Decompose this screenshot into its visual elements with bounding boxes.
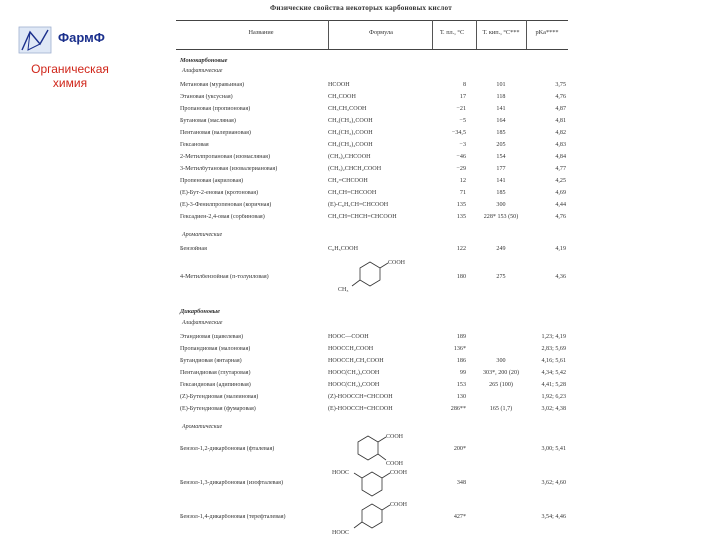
table-cell: (E)-Бут-2-еновая (кротоновая): [180, 190, 259, 196]
table-cell: 4,82: [555, 130, 566, 136]
table-cell: Метановая (муравьиная): [180, 82, 245, 88]
subsection-aliphatic-di: Алифатические: [182, 320, 223, 326]
table-cell: 101: [496, 82, 506, 88]
table-cell: (E)-Бутендиовая (фумаровая): [180, 406, 256, 412]
logo-molecule-icon: [18, 26, 52, 54]
table-cell: 141: [496, 106, 506, 112]
table-cell: 122: [456, 246, 466, 252]
header-divider: [476, 20, 477, 49]
table-header: [176, 20, 568, 50]
table-row: [176, 154, 568, 163]
table-cell: 135: [456, 214, 466, 220]
table-cell: 185: [496, 190, 506, 196]
hooc-label: HOOC: [332, 470, 350, 476]
table-cell: 154: [496, 154, 506, 160]
table-cell: Пентандиовая (глутаровая): [180, 370, 251, 376]
table-cell: 1,23; 4,19: [541, 334, 566, 340]
section-mono: Монокарбоновые: [180, 57, 228, 64]
table-cell: 1,92; 6,23: [541, 394, 566, 400]
table-cell: 4,81: [555, 118, 566, 124]
table-cell: 8: [462, 82, 466, 88]
table-row: [176, 394, 568, 403]
isophthalic-acid-structure: [330, 468, 410, 504]
col-formula: Формула: [369, 29, 393, 36]
cooh-label: COOH: [390, 502, 408, 508]
table-cell: 4,84: [555, 154, 566, 160]
table-row: [176, 106, 568, 115]
table-cell: 177: [496, 166, 506, 172]
table-cell: 135: [456, 202, 466, 208]
table-cell: −34,5: [451, 130, 466, 136]
table-cell: C₆H₅COOH: [328, 246, 358, 252]
table-cell: 4,16; 5,61: [541, 358, 566, 364]
table-cell: HOOCCH₂CH₂COOH: [328, 358, 384, 364]
table-row: [176, 178, 568, 187]
table-cell: (E)-HOOCCH=CHCOOH: [328, 406, 393, 412]
table-cell: 4,19: [555, 246, 566, 252]
col-mp: Т. пл., °С: [439, 29, 465, 36]
table-cell: 3,62; 4,60: [541, 480, 566, 486]
table-cell: Бензол-1,3-дикарбоновая (изофталевая): [180, 480, 284, 486]
header-divider: [526, 20, 527, 49]
cooh-label: COOH: [386, 434, 404, 440]
table-cell: 136*: [453, 346, 466, 352]
table-cell: Гексановая: [180, 142, 209, 148]
subsection-aromatic-di: Ароматические: [182, 424, 223, 430]
table-cell: −3: [459, 142, 466, 148]
table-cell: 180: [456, 274, 466, 280]
table-cell: 348: [456, 480, 466, 486]
table-row: [176, 118, 568, 127]
table-cell: Пентановая (валериановая): [180, 130, 251, 136]
table-cell: Бутандиовая (янтарная): [180, 358, 242, 364]
table-cell: 300: [496, 358, 506, 364]
table-cell: −46: [456, 154, 466, 160]
col-pka: pKa****: [535, 29, 559, 36]
table-cell: Гександиовая (адипиновая): [180, 382, 251, 388]
cooh-label: COOH: [388, 260, 406, 266]
table-cell: (CH₃)₂CHCOOH: [328, 154, 371, 160]
table-cell: Этановая (уксусная): [180, 94, 233, 100]
table-cell: −21: [456, 106, 466, 112]
table-cell: 4,77: [555, 166, 566, 172]
table-cell: 99: [459, 370, 466, 376]
table-cell: Гексадиен-2,4-овая (сорбиновая): [180, 214, 265, 220]
section-di: Дикарбоновые: [180, 308, 220, 315]
table-cell: 4,34; 5,42: [541, 370, 566, 376]
table-cell: −29: [456, 166, 466, 172]
table-cell: 4,76: [555, 94, 566, 100]
table-cell: HOOC—COOH: [328, 334, 369, 340]
table-cell: (Z)-HOOCCH=CHCOOH: [328, 394, 393, 400]
table-cell: 4,69: [555, 190, 566, 196]
table-cell: CH₂=CHCOOH: [328, 178, 368, 184]
table-cell: (Z)-Бутендиовая (малеиновая): [180, 394, 259, 400]
table-cell: Пропеновая (акриловая): [180, 178, 244, 184]
table-cell: 3,54; 4,46: [541, 514, 566, 520]
table-title: Физические свойства некоторых карбоновых кислот: [270, 4, 452, 12]
table-cell: 303*, 200 (20): [482, 370, 520, 376]
table-cell: CH₃CH=CHCOOH: [328, 190, 377, 196]
table-cell: CH₃CH₂COOH: [328, 106, 367, 112]
table-cell: 427*: [453, 514, 466, 520]
subsection-aromatic: Ароматические: [182, 232, 223, 238]
table-cell: 249: [496, 246, 506, 252]
table-cell: HOOCCH₂COOH: [328, 346, 374, 352]
table-cell: Пропандиовая (малоновая): [180, 346, 251, 352]
logo-subtitle: Органическая химия: [31, 62, 109, 90]
table-row: [176, 406, 568, 415]
header-divider: [328, 20, 329, 49]
table-row: [176, 214, 568, 223]
table-row: [176, 142, 568, 151]
table-cell: 2,83; 5,69: [541, 346, 566, 352]
table-cell: 4,44: [555, 202, 566, 208]
table-cell: 4,87: [555, 106, 566, 112]
table-row: [176, 334, 568, 343]
table-cell: CH₃(CH₂)₂COOH: [328, 118, 373, 124]
table-cell: −5: [459, 118, 466, 124]
table-cell: 4,25: [555, 178, 566, 184]
table-row: [176, 82, 568, 91]
table-cell: CH₃COOH: [328, 94, 356, 100]
table-cell: Бензол-1,2-дикарбоновая (фталевая): [180, 446, 275, 452]
table-cell: 286**: [450, 406, 466, 412]
table-cell: Пропановая (пропионовая): [180, 106, 251, 112]
table-cell: 300: [496, 202, 506, 208]
table-cell: 205: [496, 142, 506, 148]
hooc-label: HOOC: [332, 530, 350, 536]
table-cell: CH₃(CH₂)₃COOH: [328, 130, 373, 136]
table-cell: (E)-C₆H₅CH=CHCOOH: [328, 202, 389, 208]
table-row: [176, 382, 568, 391]
table-cell: 265 (100): [489, 382, 513, 388]
table-cell: (CH₃)₂CHCH₂COOH: [328, 166, 382, 172]
phthalic-acid-structure: [336, 432, 406, 468]
table-cell: 3,02; 4,38: [541, 406, 566, 412]
table-cell: 165 (1,7): [489, 406, 513, 412]
cooh-label: COOH: [386, 461, 404, 467]
table-cell: 17: [459, 94, 466, 100]
table-row: [176, 166, 568, 175]
table-cell: 4-Метилбензойная (п-толуиловая): [180, 274, 269, 280]
table-row: [176, 94, 568, 103]
table-row: [176, 130, 568, 139]
table-row: [176, 202, 568, 211]
table-cell: 130: [456, 394, 466, 400]
table-cell: (E)-3-Фенилпропеновая (коричная): [180, 202, 272, 208]
col-name: Название: [248, 29, 274, 36]
table-cell: 185: [496, 130, 506, 136]
table-row: [176, 358, 568, 367]
cooh-label: COOH: [390, 470, 408, 476]
table-cell: 3-Метилбутановая (изовалериановая): [180, 166, 278, 172]
table-cell: HOOC(CH₂)₄COOH: [328, 382, 380, 388]
header-divider: [432, 20, 433, 49]
table-cell: 118: [496, 94, 506, 100]
table-cell: HCOOH: [328, 82, 350, 88]
table-cell: Бензойная: [180, 246, 207, 252]
toluic-acid-structure: [330, 258, 410, 296]
table-cell: 3,00; 5,41: [541, 446, 566, 452]
table-cell: 4,83: [555, 142, 566, 148]
table-row: [176, 246, 568, 255]
table-cell: HOOC(CH₂)₃COOH: [328, 370, 380, 376]
acids-table-document: [176, 0, 568, 540]
table-cell: 186: [456, 358, 466, 364]
table-cell: 164: [496, 118, 506, 124]
table-cell: Бутановая (масляная): [180, 118, 236, 124]
table-cell: CH₃CH=CHCH=CHCOOH: [328, 214, 397, 220]
table-cell: 2-Метилпропановая (изомасляная): [180, 154, 270, 160]
table-cell: 4,76: [555, 214, 566, 220]
pharm-logo: [14, 22, 126, 92]
table-cell: 71: [459, 190, 466, 196]
table-cell: 141: [496, 178, 506, 184]
subsection-aliphatic: Алифатические: [182, 68, 223, 74]
table-cell: 153: [456, 382, 466, 388]
table-cell: 275: [496, 274, 506, 280]
table-cell: 3,75: [555, 82, 566, 88]
table-cell: CH₃(CH₂)₄COOH: [328, 142, 373, 148]
terephthalic-acid-structure: [330, 500, 410, 538]
col-bp: Т. кип., °С***: [482, 29, 520, 36]
table-cell: 189: [456, 334, 466, 340]
table-row: [176, 346, 568, 355]
table-row: [176, 190, 568, 199]
logo-name: ФармФ: [58, 30, 105, 45]
table-cell: 228* 153 (50): [483, 214, 519, 220]
table-cell: Этандиовая (щавелевая): [180, 334, 244, 340]
table-cell: Бензол-1,4-дикарбоновая (терефталевая): [180, 514, 286, 520]
table-cell: 200*: [453, 446, 466, 452]
table-cell: 4,36: [555, 274, 566, 280]
table-row: [176, 370, 568, 379]
table-cell: 12: [459, 178, 466, 184]
table-cell: 4,41; 5,28: [541, 382, 566, 388]
ch3-label: CH₃: [338, 287, 349, 293]
